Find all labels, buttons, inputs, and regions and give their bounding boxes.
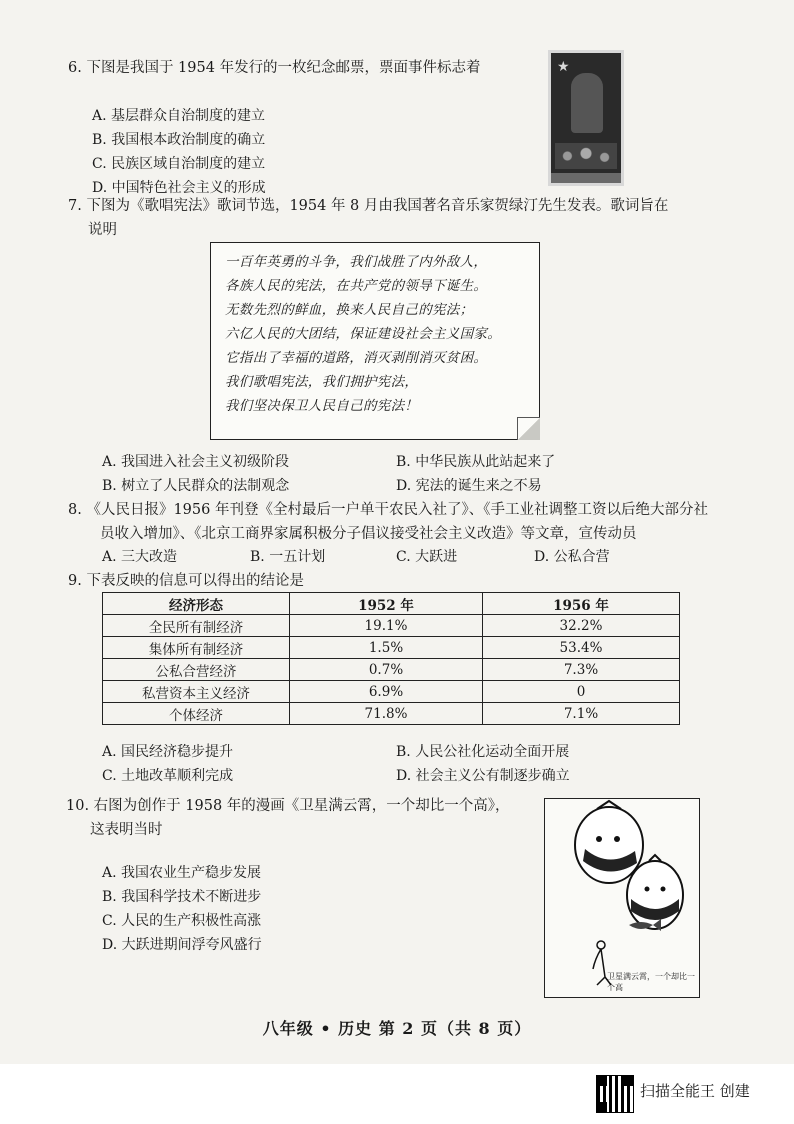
stamp-figure bbox=[571, 73, 603, 133]
table-cell: 1.5% bbox=[290, 637, 483, 659]
q7-option-c: B. 树立了人民群众的法制观念 bbox=[102, 478, 290, 494]
table-cell: 71.8% bbox=[290, 703, 483, 725]
q9-option-a: A. 国民经济稳步提升 bbox=[102, 744, 234, 760]
table-cell: 7.1% bbox=[483, 703, 680, 725]
q9-option-d: D. 社会主义公有制逐步确立 bbox=[396, 768, 570, 784]
q8-option-c: C. 大跃进 bbox=[396, 549, 458, 565]
q9-option-b: B. 人民公社化运动全面开展 bbox=[396, 744, 570, 760]
lyrics-box bbox=[210, 242, 540, 440]
table-cell: 6.9% bbox=[290, 681, 483, 703]
table-cell: 公私合营经济 bbox=[103, 659, 290, 681]
table-row bbox=[103, 637, 680, 659]
page-fold-corner bbox=[517, 417, 540, 440]
lyric-line-4: 六亿人民的大团结，保证建设社会主义国家。 bbox=[225, 326, 501, 342]
table-cell: 0 bbox=[483, 681, 680, 703]
q8-stem-line2: 员收入增加》、《北京工商界家属积极分子倡议接受社会主义改造》等文章，宣传动员 bbox=[100, 526, 637, 542]
scanner-watermark: 扫描全能王 创建 bbox=[640, 1082, 750, 1100]
stamp-flowers bbox=[555, 143, 617, 169]
table-header-cell: 经济形态 bbox=[103, 593, 290, 615]
table-cell: 0.7% bbox=[290, 659, 483, 681]
q8-stem-line1: 8. 《人民日报》1956 年刊登《全村最后一户单干农民入社了》、《手工业社调整工资以后绝大部分社 bbox=[68, 502, 708, 518]
commemorative-stamp-image bbox=[548, 50, 624, 186]
q8-option-d: D. 公私合营 bbox=[534, 549, 610, 565]
table-cell: 19.1% bbox=[290, 615, 483, 637]
q10-stem-line2: 这表明当时 bbox=[90, 822, 163, 838]
table-cell: 集体所有制经济 bbox=[103, 637, 290, 659]
lyric-line-2: 各族人民的宪法，在共产党的领导下诞生。 bbox=[225, 278, 488, 294]
qr-code-icon bbox=[596, 1075, 634, 1113]
table-cell: 32.2% bbox=[483, 615, 680, 637]
page-footer: 八年级 • 历史 第 2 页（共 8 页） bbox=[262, 1019, 532, 1038]
table-cell: 私营资本主义经济 bbox=[103, 681, 290, 703]
q6-option-c: C. 民族区域自治制度的建立 bbox=[92, 156, 266, 172]
q6-option-d: D. 中国特色社会主义的形成 bbox=[92, 180, 266, 196]
table-row bbox=[103, 703, 680, 725]
cartoon-drawing bbox=[545, 799, 699, 997]
lyric-line-6: 我们歌唱宪法，我们拥护宪法， bbox=[225, 374, 419, 390]
q10-option-a: A. 我国农业生产稳步发展 bbox=[102, 865, 262, 881]
table-row bbox=[103, 681, 680, 703]
stamp-base bbox=[551, 173, 621, 183]
q6-option-a: A. 基层群众自治制度的建立 bbox=[92, 108, 266, 124]
q10-stem-line1: 10. 右图为创作于 1958 年的漫画《卫星满云霄，一个却比一个高》， bbox=[66, 798, 510, 814]
table-row bbox=[103, 615, 680, 637]
q7-option-d: D. 宪法的诞生来之不易 bbox=[396, 478, 542, 494]
q9-option-c: C. 土地改革顺利完成 bbox=[102, 768, 234, 784]
table-header-cell: 1952 年 bbox=[290, 593, 483, 615]
q9-stem: 9. 下表反映的信息可以得出的结论是 bbox=[68, 573, 304, 589]
table-row bbox=[103, 659, 680, 681]
lyric-line-3: 无数先烈的鲜血，换来人民自己的宪法； bbox=[225, 302, 474, 318]
lyric-line-1: 一百年英勇的斗争，我们战胜了内外敌人， bbox=[225, 254, 488, 270]
q7-option-b: B. 中华民族从此站起来了 bbox=[396, 454, 556, 470]
q10-option-c: C. 人民的生产积极性高涨 bbox=[102, 913, 262, 929]
table-cell: 7.3% bbox=[483, 659, 680, 681]
q7-option-a: A. 我国进入社会主义初级阶段 bbox=[102, 454, 290, 470]
q8-option-a: A. 三大改造 bbox=[102, 549, 178, 565]
lyric-line-7: 我们坚决保卫人民自己的宪法！ bbox=[225, 398, 419, 414]
economy-table bbox=[102, 592, 680, 725]
table-cell: 全民所有制经济 bbox=[103, 615, 290, 637]
q10-option-d: D. 大跃进期间浮夸风盛行 bbox=[102, 937, 262, 953]
star-icon: ★ bbox=[557, 59, 570, 75]
table-cell: 个体经济 bbox=[103, 703, 290, 725]
q7-stem-line1: 7. 下图为《歌唱宪法》歌词节选，1954 年 8 月由我国著名音乐家贺绿汀先生发表。歌词旨在 bbox=[68, 198, 669, 214]
q6-option-b: B. 我国根本政治制度的确立 bbox=[92, 132, 266, 148]
q10-option-b: B. 我国科学技术不断进步 bbox=[102, 889, 262, 905]
q7-stem-line2: 说明 bbox=[88, 222, 117, 238]
q8-option-b: B. 一五计划 bbox=[250, 549, 326, 565]
q6-stem: 6. 下图是我国于 1954 年发行的一枚纪念邮票，票面事件标志着 bbox=[68, 60, 481, 76]
satellite-cartoon-image bbox=[544, 798, 700, 998]
table-cell: 53.4% bbox=[483, 637, 680, 659]
table-header-row bbox=[103, 593, 680, 615]
lyric-line-5: 它指出了幸福的道路，消灭剥削消灭贫困。 bbox=[225, 350, 488, 366]
table-header-cell: 1956 年 bbox=[483, 593, 680, 615]
cartoon-caption: 卫星满云霄，一个却比一个高 bbox=[607, 972, 695, 992]
